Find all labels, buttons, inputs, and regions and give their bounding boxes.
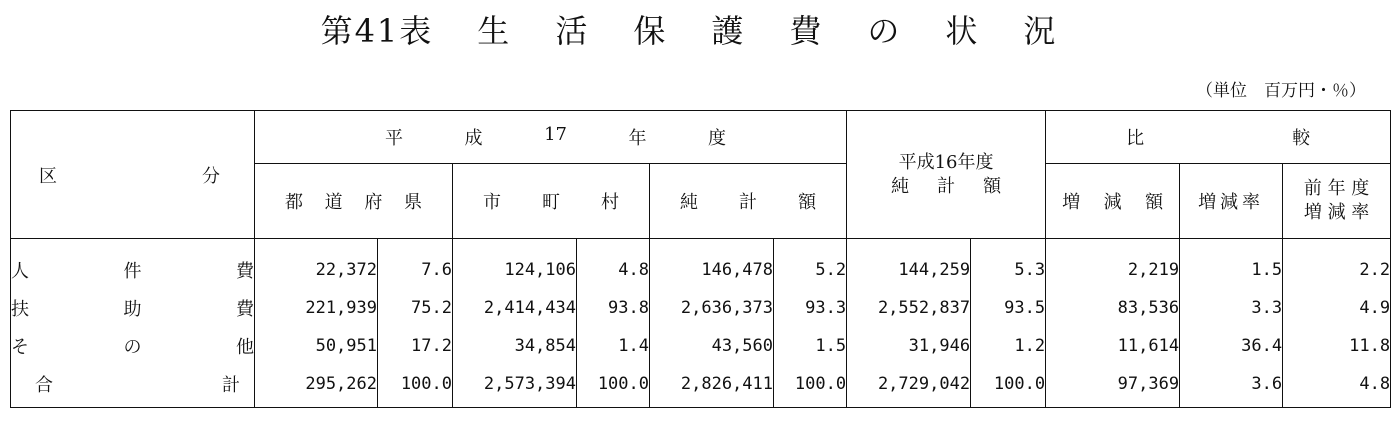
header-char: 市 xyxy=(483,192,501,213)
header-fy16-line1: 平成16年度 xyxy=(898,151,994,173)
header-char: 村 xyxy=(601,192,619,213)
table-row xyxy=(11,239,1391,290)
diff-amount: 97,369 xyxy=(1046,365,1180,408)
header-prefecture xyxy=(255,164,453,239)
net-percent: 93.3 xyxy=(774,289,847,327)
change-rate: 36.4 xyxy=(1180,327,1283,365)
pref-percent: 75.2 xyxy=(378,289,453,327)
pref-amount: 295,262 xyxy=(255,365,378,408)
pref-amount: 221,939 xyxy=(255,289,378,327)
header-char: 額 xyxy=(1145,192,1164,213)
prev-change-rate: 11.8 xyxy=(1349,336,1391,356)
table-title xyxy=(0,6,1400,52)
diff-amount: 2,219 xyxy=(1046,239,1180,290)
header-diff xyxy=(1046,164,1180,239)
title-char: 護 xyxy=(711,12,746,50)
fy16-percent: 93.5 xyxy=(971,289,1046,327)
header-char: 府 xyxy=(364,192,383,213)
muni-amount: 34,854 xyxy=(453,327,577,365)
header-char: 平 xyxy=(385,128,403,149)
table-row xyxy=(11,327,1391,365)
title-char: 況 xyxy=(1023,12,1058,50)
header-prev-line2: 増 減 率 xyxy=(1303,202,1370,223)
header-net-total xyxy=(650,164,847,239)
header-char: 分 xyxy=(202,165,220,187)
net-amount: 146,478 xyxy=(650,239,774,290)
diff-amount: 11,614 xyxy=(1046,327,1180,365)
fy16-amount: 31,946 xyxy=(847,327,971,365)
header-rate: 増減率 xyxy=(1180,164,1283,239)
label-char: 人 xyxy=(11,261,29,282)
muni-percent: 1.4 xyxy=(577,327,650,365)
header-char: 度 xyxy=(708,128,727,149)
row-label xyxy=(11,239,255,290)
pref-amount: 50,951 xyxy=(255,327,378,365)
pref-percent: 7.6 xyxy=(378,239,453,290)
label-char: 計 xyxy=(222,375,240,396)
header-char: 町 xyxy=(542,192,560,213)
header-char: 都 xyxy=(285,192,303,213)
welfare-expense-table xyxy=(10,110,1391,408)
header-fy16 xyxy=(847,111,1046,239)
fy16-amount: 144,259 xyxy=(847,239,971,290)
header-char: 較 xyxy=(1292,128,1311,149)
header-char: 純 xyxy=(891,175,910,197)
fy16-amount: 2,552,837 xyxy=(847,289,971,327)
header-char: 成 xyxy=(464,128,483,149)
label-char: 扶 xyxy=(11,299,29,320)
table-row xyxy=(11,289,1391,327)
header-char: 計 xyxy=(739,192,758,213)
label-char: 助 xyxy=(123,299,142,320)
title-char: の xyxy=(867,12,902,50)
title-char: 生 xyxy=(477,12,512,50)
title-char: 費 xyxy=(789,12,824,50)
header-char: 県 xyxy=(403,192,422,213)
header-char: 計 xyxy=(937,175,956,197)
header-compare xyxy=(1046,111,1391,164)
header-char: 減 xyxy=(1103,192,1122,213)
title-char: 状 xyxy=(945,12,980,50)
row-label xyxy=(11,327,255,365)
header-char: 純 xyxy=(680,192,698,213)
header-char: 年 xyxy=(628,128,647,149)
label-char: の xyxy=(123,337,142,358)
header-char: 比 xyxy=(1126,128,1145,149)
title-char: 活 xyxy=(555,12,590,50)
muni-percent: 93.8 xyxy=(577,289,650,327)
header-row-1 xyxy=(11,111,1391,164)
prev-change-rate: 4.9 xyxy=(1359,298,1391,318)
title-char: 保 xyxy=(633,12,668,50)
fy16-percent: 100.0 xyxy=(971,365,1046,408)
net-percent: 1.5 xyxy=(774,327,847,365)
header-char: 17 xyxy=(544,124,567,145)
header-prev-rate xyxy=(1283,164,1391,239)
label-char: 費 xyxy=(236,261,254,282)
header-char: 増 xyxy=(1062,192,1081,213)
pref-amount: 22,372 xyxy=(255,239,378,290)
net-percent: 100.0 xyxy=(774,365,847,408)
muni-amount: 2,414,434 xyxy=(453,289,577,327)
net-amount: 2,826,411 xyxy=(650,365,774,408)
muni-percent: 4.8 xyxy=(577,239,650,290)
row-label-total xyxy=(11,365,255,408)
header-prev-line1: 前 年 度 xyxy=(1303,178,1370,199)
header-category xyxy=(11,111,255,239)
header-char: 額 xyxy=(983,175,1002,197)
net-percent: 5.2 xyxy=(774,239,847,290)
muni-amount: 124,106 xyxy=(453,239,577,290)
table-number: 第41表 xyxy=(320,12,434,50)
net-amount: 43,560 xyxy=(650,327,774,365)
row-label xyxy=(11,289,255,327)
header-municipality xyxy=(453,164,650,239)
diff-amount: 83,536 xyxy=(1046,289,1180,327)
header-char: 道 xyxy=(324,192,343,213)
header-char: 区 xyxy=(39,165,57,187)
fy16-amount: 2,729,042 xyxy=(847,365,971,408)
change-rate: 3.6 xyxy=(1180,365,1283,408)
pref-percent: 100.0 xyxy=(378,365,453,408)
fy16-percent: 5.3 xyxy=(971,239,1046,290)
label-char: そ xyxy=(11,337,29,358)
change-rate: 3.3 xyxy=(1180,289,1283,327)
muni-amount: 2,573,394 xyxy=(453,365,577,408)
pref-percent: 17.2 xyxy=(378,327,453,365)
header-fy17 xyxy=(255,111,847,164)
fy16-percent: 1.2 xyxy=(971,327,1046,365)
change-rate: 1.5 xyxy=(1180,239,1283,290)
prev-change-rate: 2.2 xyxy=(1359,260,1391,280)
label-char: 件 xyxy=(123,261,142,282)
label-char: 他 xyxy=(236,337,254,358)
net-amount: 2,636,373 xyxy=(650,289,774,327)
label-char: 合 xyxy=(35,375,53,396)
prev-change-rate: 4.8 xyxy=(1359,374,1391,394)
muni-percent: 100.0 xyxy=(577,365,650,408)
label-char: 費 xyxy=(236,299,254,320)
table-row-total xyxy=(11,365,1391,408)
header-char: 額 xyxy=(798,192,817,213)
unit-note: （単位 百万円・％） xyxy=(1196,81,1366,101)
